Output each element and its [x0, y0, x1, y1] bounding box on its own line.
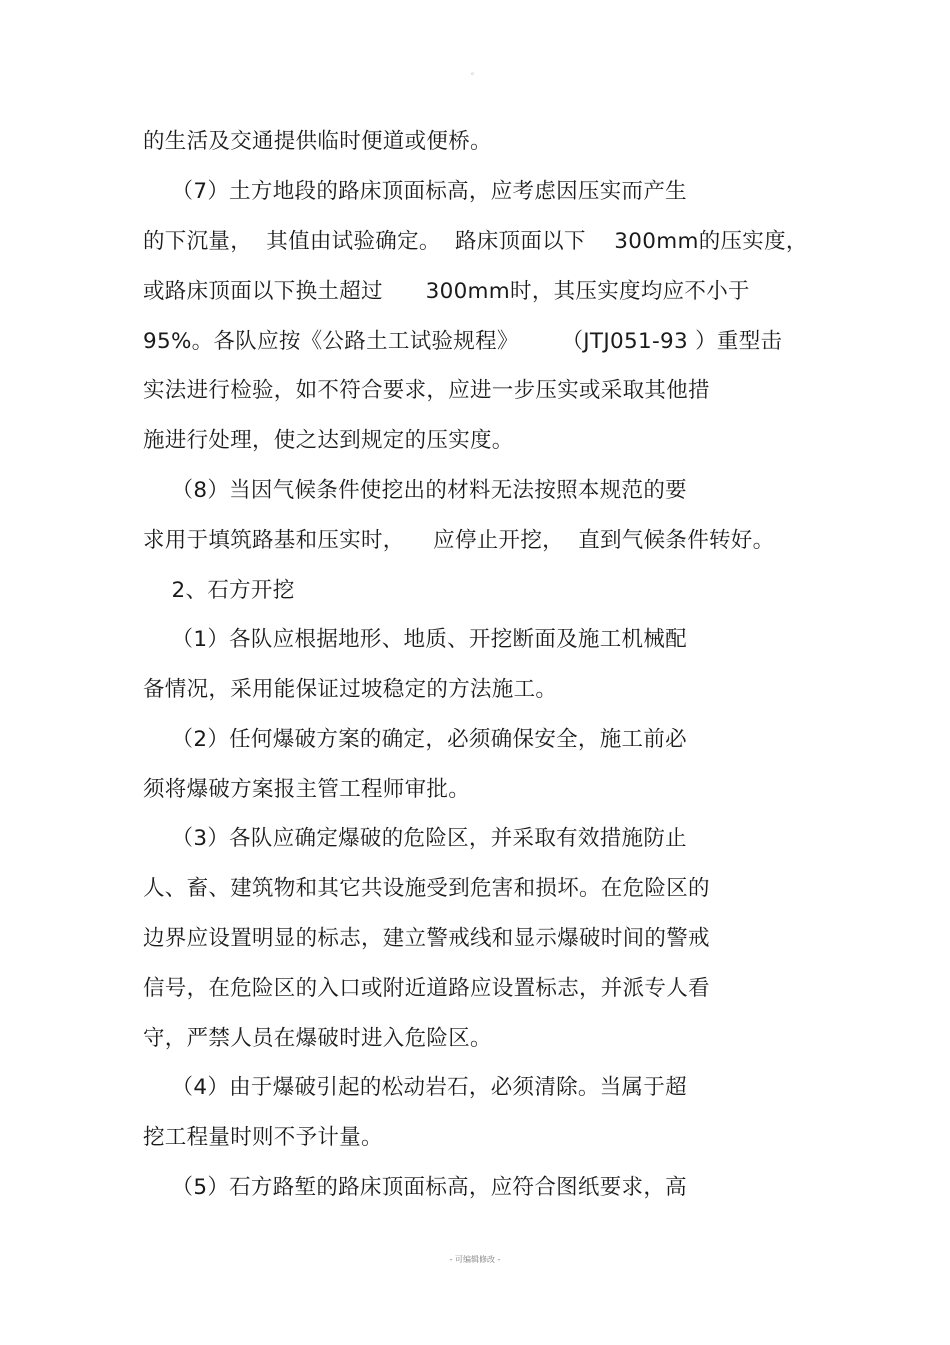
- text-line: （1）各队应根据地形、地质、开挖断面及施工机械配: [143, 627, 687, 652]
- text-line: （4）由于爆破引起的松动岩石，必须清除。当属于超: [143, 1075, 687, 1100]
- text-line: 挖工程量时则不予计量。: [143, 1125, 383, 1150]
- text-line: 2、石方开挖: [143, 578, 295, 603]
- text-line: （8）当因气候条件使挖出的材料无法按照本规范的要: [143, 478, 687, 503]
- text-line: 施进行处理，使之达到规定的压实度。: [143, 428, 514, 453]
- text-line: 求用于填筑路基和压实时， 应停止开挖， 直到气候条件转好。: [143, 528, 775, 553]
- text-line: 95%。各队应按《公路土工试验规程》 （JTJ051-93 ）重型击: [143, 329, 783, 354]
- text-line: 守，严禁人员在爆破时进入危险区。: [143, 1026, 492, 1051]
- text-line: 人、畜、建筑物和其它共设施受到危害和损坏。在危险区的: [143, 876, 710, 901]
- text-line: （3）各队应确定爆破的危险区，并采取有效措施防止: [143, 826, 687, 851]
- text-line: 的生活及交通提供临时便道或便桥。: [143, 129, 492, 154]
- text-line: 须将爆破方案报主管工程师审批。: [143, 777, 471, 802]
- text-line: 边界应设置明显的标志，建立警戒线和显示爆破时间的警戒: [143, 926, 710, 951]
- text-line: 或路床顶面以下换土超过 300mm时，其压实度均应不小于: [143, 279, 750, 304]
- text-line: （5）石方路堑的路床顶面标高，应符合图纸要求，高: [143, 1175, 687, 1200]
- text-line: 备情况，采用能保证过坡稳定的方法施工。: [143, 677, 558, 702]
- header-mark: 。: [471, 67, 479, 76]
- text-line: 信号，在危险区的入口或附近道路应设置标志，并派专人看: [143, 976, 710, 1001]
- text-line: （2）任何爆破方案的确定，必须确保安全，施工前必: [143, 727, 687, 752]
- text-line: （7）土方地段的路床顶面标高，应考虑因压实而产生: [143, 179, 687, 204]
- text-line: 实法进行检验，如不符合要求，应进一步压实或采取其他措: [143, 378, 710, 403]
- text-line: 的下沉量， 其值由试验确定。 路床顶面以下 300mm的压实度，: [143, 229, 808, 254]
- footer-mark: - 可编辑修改 -: [449, 1255, 501, 1264]
